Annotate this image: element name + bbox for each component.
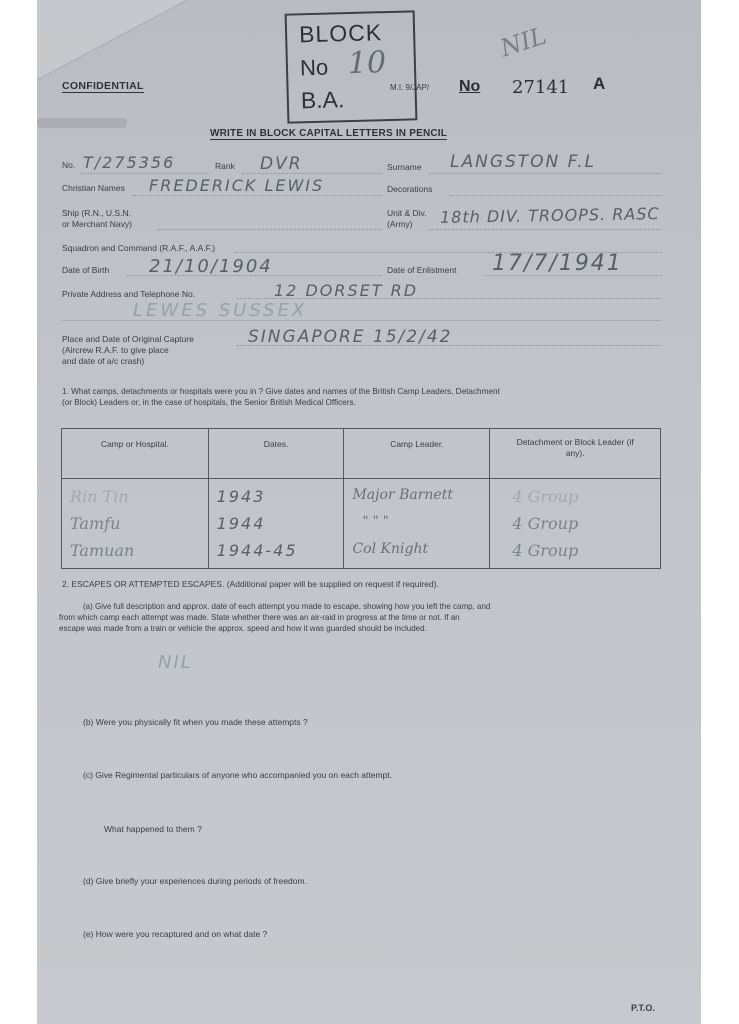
decorations-line [449, 195, 661, 196]
form-page [37, 0, 701, 1024]
ship-line [157, 229, 382, 230]
decorations-label: Decorations [387, 184, 433, 194]
service-number-line [81, 173, 207, 174]
unit-value: 18th DIV. TROOPS. RASC [439, 204, 660, 227]
camp-cell: Tamuan [70, 541, 135, 560]
block-stamp [285, 10, 418, 123]
address-label: Private Address and Telephone No. [62, 289, 196, 299]
camps-table [61, 428, 661, 569]
detachment-leader-column [490, 479, 661, 569]
camps-table-body-row [62, 479, 661, 569]
pto-label: P.T.O. [631, 1003, 655, 1013]
address-line-1 [237, 298, 661, 299]
capture-label-3: and date of a/c crash) [62, 356, 145, 366]
header-dates: Dates. [208, 429, 344, 479]
question-2c: (c) Give Regimental particulars of anyone who accompanied you on each attempt. [83, 770, 392, 780]
stamp-block-text: BLOCK [298, 19, 383, 48]
rank-value: DVR [260, 154, 303, 174]
question-2a-line-3: escape was made from a train or vehicle the approx. speed and how it was guarded should be included. [59, 624, 427, 633]
question-2e: (e) How were you recaptured and on what date ? [83, 929, 268, 939]
stamp-no-label: No [299, 54, 329, 81]
surname-label: Surname [387, 162, 422, 172]
camp-cell: Tamfu [70, 514, 121, 533]
dob-label: Date of Birth [62, 265, 110, 275]
dob-value: 21/10/1904 [149, 256, 273, 277]
question-2a-line-1: (a) Give full description and approx. date of each attempt you made to escape, showing how you left the camp, and [83, 602, 491, 611]
unit-label-2: (Army) [387, 219, 413, 229]
ship-label-2: or Merchant Navy) [62, 219, 132, 229]
question-2b: (b) Were you physically fit when you made these attempts ? [83, 717, 308, 727]
detachment-leader-cell: 4 Group [512, 541, 579, 560]
surname-line [429, 173, 661, 174]
address-line-2 [62, 320, 661, 321]
camp-leader-cell: Major Barnett [352, 487, 453, 503]
capture-line [237, 345, 661, 346]
address-value-2: LEWES SUSSEX [133, 300, 308, 321]
camp-leader-cell: Col Knight [352, 541, 429, 557]
camp-cell: Rin Tin [70, 487, 129, 506]
capture-label-1: Place and Date of Original Capture [62, 334, 194, 344]
capture-value: SINGAPORE 15/2/42 [248, 327, 453, 347]
detachment-leader-cell: 4 Group [512, 487, 579, 506]
mi-ref-label: M.I. 9/JAP/ [390, 83, 430, 92]
service-number-label: No. [62, 160, 76, 170]
christian-names-line [132, 195, 382, 196]
rank-label: Rank [215, 161, 235, 171]
camp-leader-column [344, 479, 490, 569]
enlistment-label: Date of Enlistment [387, 265, 457, 275]
camp-column [62, 479, 209, 569]
dob-line [127, 275, 382, 276]
service-number-value: T/275356 [83, 153, 176, 172]
reference-suffix: A [593, 74, 606, 93]
stamp-ba-text: B.A. [300, 86, 345, 114]
christian-names-label: Christian Names [62, 183, 125, 193]
detachment-leader-cell: 4 Group [512, 514, 579, 533]
header-detachment-leader [490, 429, 661, 479]
rank-line [242, 173, 382, 174]
number-label: No [459, 78, 481, 95]
stamp-no-value: 10 [347, 45, 387, 82]
dates-column [208, 479, 344, 569]
ship-label-1: Ship (R.N., U.S.N. [62, 208, 131, 218]
header-detachment-leader-text: Detachment or Block Leader (if any). [516, 437, 634, 458]
question-2c-followup: What happened to them ? [104, 824, 202, 834]
capture-label-2: (Aircrew R.A.F. to give place [62, 345, 169, 355]
folded-corner-mark [37, 0, 187, 90]
enlistment-value: 17/7/1941 [492, 251, 623, 276]
enlistment-line [485, 275, 661, 276]
question-2a-line-2: from which camp each attempt was made. State whether there was an air-raid in progress at the time or not. If an [59, 613, 460, 622]
question-1-line-2: (or Block) Leaders or, in the case of hospitals, the Senior British Medical Officers. [62, 398, 356, 407]
address-value-1: 12 DORSET RD [274, 281, 419, 300]
question-2a-answer: NIL [158, 652, 193, 673]
camp-leader-cell: " " " [362, 514, 389, 529]
dates-cell: 1944-45 [216, 541, 298, 560]
surname-value: LANGSTON F.L [450, 152, 597, 172]
reference-number: 27141 [512, 77, 570, 98]
unit-line [429, 229, 661, 230]
camps-table-header-row [62, 429, 661, 479]
header-camp-leader: Camp Leader. [344, 429, 490, 479]
binder-clip-mark [37, 118, 127, 128]
christian-names-value: FREDERICK LEWIS [149, 176, 325, 195]
instruction-heading: WRITE IN BLOCK CAPITAL LETTERS IN PENCIL [210, 128, 448, 139]
dates-cell: 1943 [216, 487, 266, 506]
question-2-heading: 2. ESCAPES OR ATTEMPTED ESCAPES. (Additional paper will be supplied on request if required). [62, 579, 439, 589]
question-2d: (d) Give briefly your experiences during periods of freedom. [83, 876, 307, 886]
confidential-label: CONFIDENTIAL [62, 80, 144, 92]
squadron-label: Squadron and Command (R.A.F., A.A.F.) [62, 243, 216, 253]
dates-cell: 1944 [216, 514, 266, 533]
handwritten-nil-top: NIL [496, 21, 550, 63]
header-camp: Camp or Hospital. [62, 429, 209, 479]
unit-label-1: Unit & Div. [387, 208, 427, 218]
question-1-line-1: 1. What camps, detachments or hospitals were you in ? Give dates and names of the British Camp Leaders, Detachment [62, 387, 500, 396]
